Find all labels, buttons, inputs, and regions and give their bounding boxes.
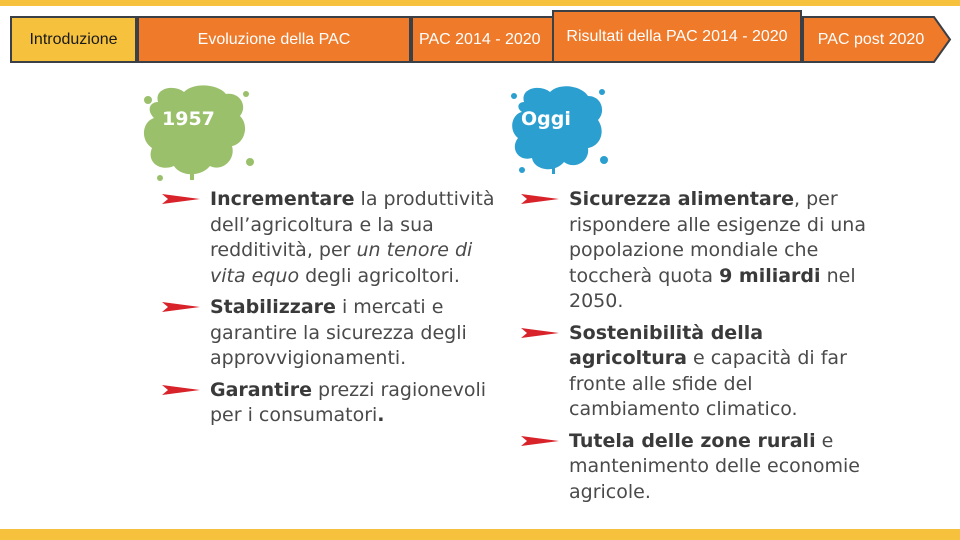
blue-splash-icon	[508, 84, 608, 176]
tab-risultati-pac[interactable]	[552, 10, 802, 63]
red-arrow-icon	[162, 385, 200, 395]
list-item	[162, 378, 502, 429]
badge-1957: 1957	[162, 108, 215, 130]
comparison-image	[140, 80, 880, 520]
tab-introduzione[interactable]	[10, 16, 137, 63]
tab-evoluzione-pac[interactable]	[137, 16, 411, 63]
tab-label: PAC 2014 - 2020	[419, 30, 541, 48]
item-text: Garantire prezzi ragionevoli per i consumatori.	[210, 378, 487, 426]
badge-oggi: Oggi	[521, 108, 571, 130]
red-arrow-icon	[162, 194, 200, 204]
list-item	[162, 187, 502, 289]
objectives-1957-list	[162, 187, 502, 435]
tab-label: Evoluzione della PAC	[197, 30, 351, 48]
tab-label: PAC post 2020	[817, 30, 925, 48]
item-text: Stabilizzare i mercati e garantire la sicurezza degli approvvigionamenti.	[210, 296, 467, 369]
tab-pac-2014-2020[interactable]	[411, 16, 555, 63]
objectives-oggi-list	[521, 187, 866, 511]
tab-pac-post-2020[interactable]	[802, 16, 952, 63]
red-arrow-icon	[162, 302, 200, 312]
item-text: Tutela delle zone rurali e mantenimento delle economie agricole.	[569, 429, 860, 503]
tab-label: Introduzione	[29, 30, 118, 48]
list-item	[162, 295, 502, 372]
green-splash-icon	[140, 82, 255, 182]
tab-label: Risultati della PAC 2014 - 2020	[566, 27, 788, 45]
list-item	[521, 187, 866, 315]
top-accent-stripe	[0, 0, 960, 6]
list-item	[521, 321, 866, 423]
list-item	[521, 429, 866, 506]
red-arrow-icon	[521, 436, 559, 446]
item-text: Incrementare la produttività dell’agricoltura e la sua redditività, per un tenore di vita equo degli agricoltori.	[210, 188, 495, 287]
bottom-accent-stripe	[0, 529, 960, 540]
item-text: Sicurezza alimentare, per rispondere alle esigenze di una popolazione mondiale che toccherà quota 9 miliardi nel 2050.	[569, 188, 866, 312]
red-arrow-icon	[521, 194, 559, 204]
red-arrow-icon	[521, 328, 559, 338]
item-text: Sostenibilità della agricoltura e capacità di far fronte alle sfide del cambiamento climatico.	[569, 321, 847, 420]
